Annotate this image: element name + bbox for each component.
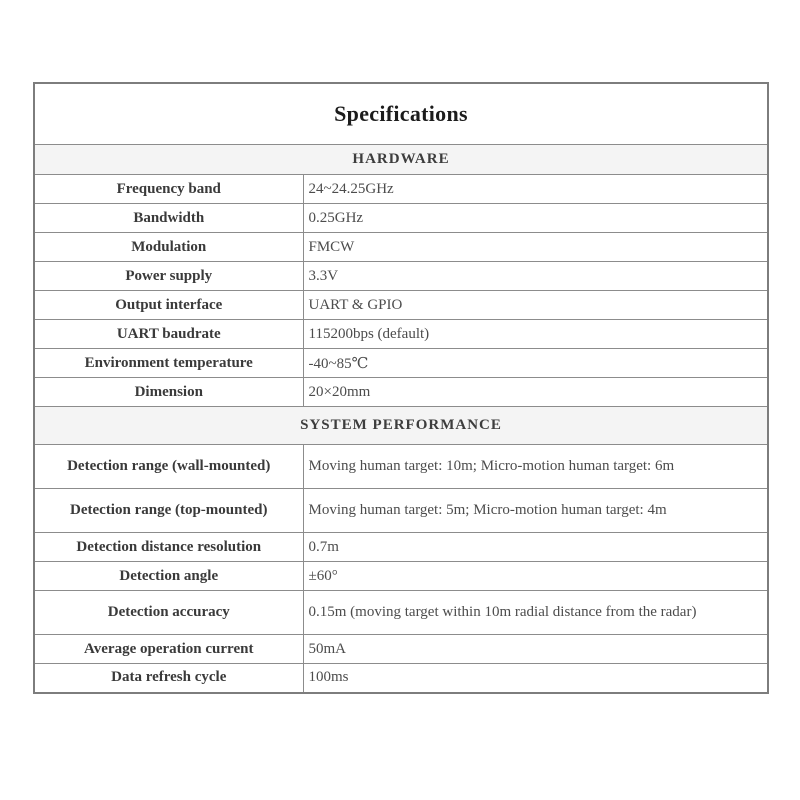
spec-value: 50mA [303,635,768,664]
table-row [34,204,768,233]
spec-label: Bandwidth [34,204,303,233]
spec-label: Dimension [34,378,303,407]
spec-value: 115200bps (default) [303,320,768,349]
spec-label: Power supply [34,262,303,291]
spec-value: 3.3V [303,262,768,291]
spec-value: FMCW [303,233,768,262]
spec-value: UART & GPIO [303,291,768,320]
section-header-row [34,407,768,445]
table-row [34,291,768,320]
section-header-hardware: HARDWARE [34,145,768,175]
spec-label: Data refresh cycle [34,664,303,693]
table-row [34,562,768,591]
table-row [34,378,768,407]
table-row [34,489,768,533]
spec-value: 20×20mm [303,378,768,407]
spec-label: Detection range (wall-mounted) [34,445,303,489]
table-title: Specifications [34,83,768,145]
spec-value: Moving human target: 5m; Micro-motion human target: 4m [303,489,768,533]
spec-label: Environment temperature [34,349,303,378]
spec-label: Average operation current [34,635,303,664]
section-header-system-performance: SYSTEM PERFORMANCE [34,407,768,445]
table-row [34,349,768,378]
spec-label: UART baudrate [34,320,303,349]
spec-label: Modulation [34,233,303,262]
spec-value: -40~85℃ [303,349,768,378]
table-row [34,445,768,489]
spec-label: Detection distance resolution [34,533,303,562]
table-row [34,635,768,664]
spec-label: Detection range (top-mounted) [34,489,303,533]
specifications-table [33,82,769,694]
spec-value: Moving human target: 10m; Micro-motion human target: 6m [303,445,768,489]
table-row [34,175,768,204]
spec-label: Detection angle [34,562,303,591]
spec-label: Detection accuracy [34,591,303,635]
table-row [34,533,768,562]
spec-value: ±60° [303,562,768,591]
spec-label: Output interface [34,291,303,320]
section-header-row [34,145,768,175]
table-row [34,664,768,693]
table-row [34,591,768,635]
spec-value: 0.25GHz [303,204,768,233]
table-row [34,320,768,349]
table-row [34,233,768,262]
spec-value: 0.7m [303,533,768,562]
title-row [34,83,768,145]
spec-value: 100ms [303,664,768,693]
spec-value: 0.15m (moving target within 10m radial distance from the radar) [303,591,768,635]
spec-value: 24~24.25GHz [303,175,768,204]
table-row [34,262,768,291]
spec-label: Frequency band [34,175,303,204]
